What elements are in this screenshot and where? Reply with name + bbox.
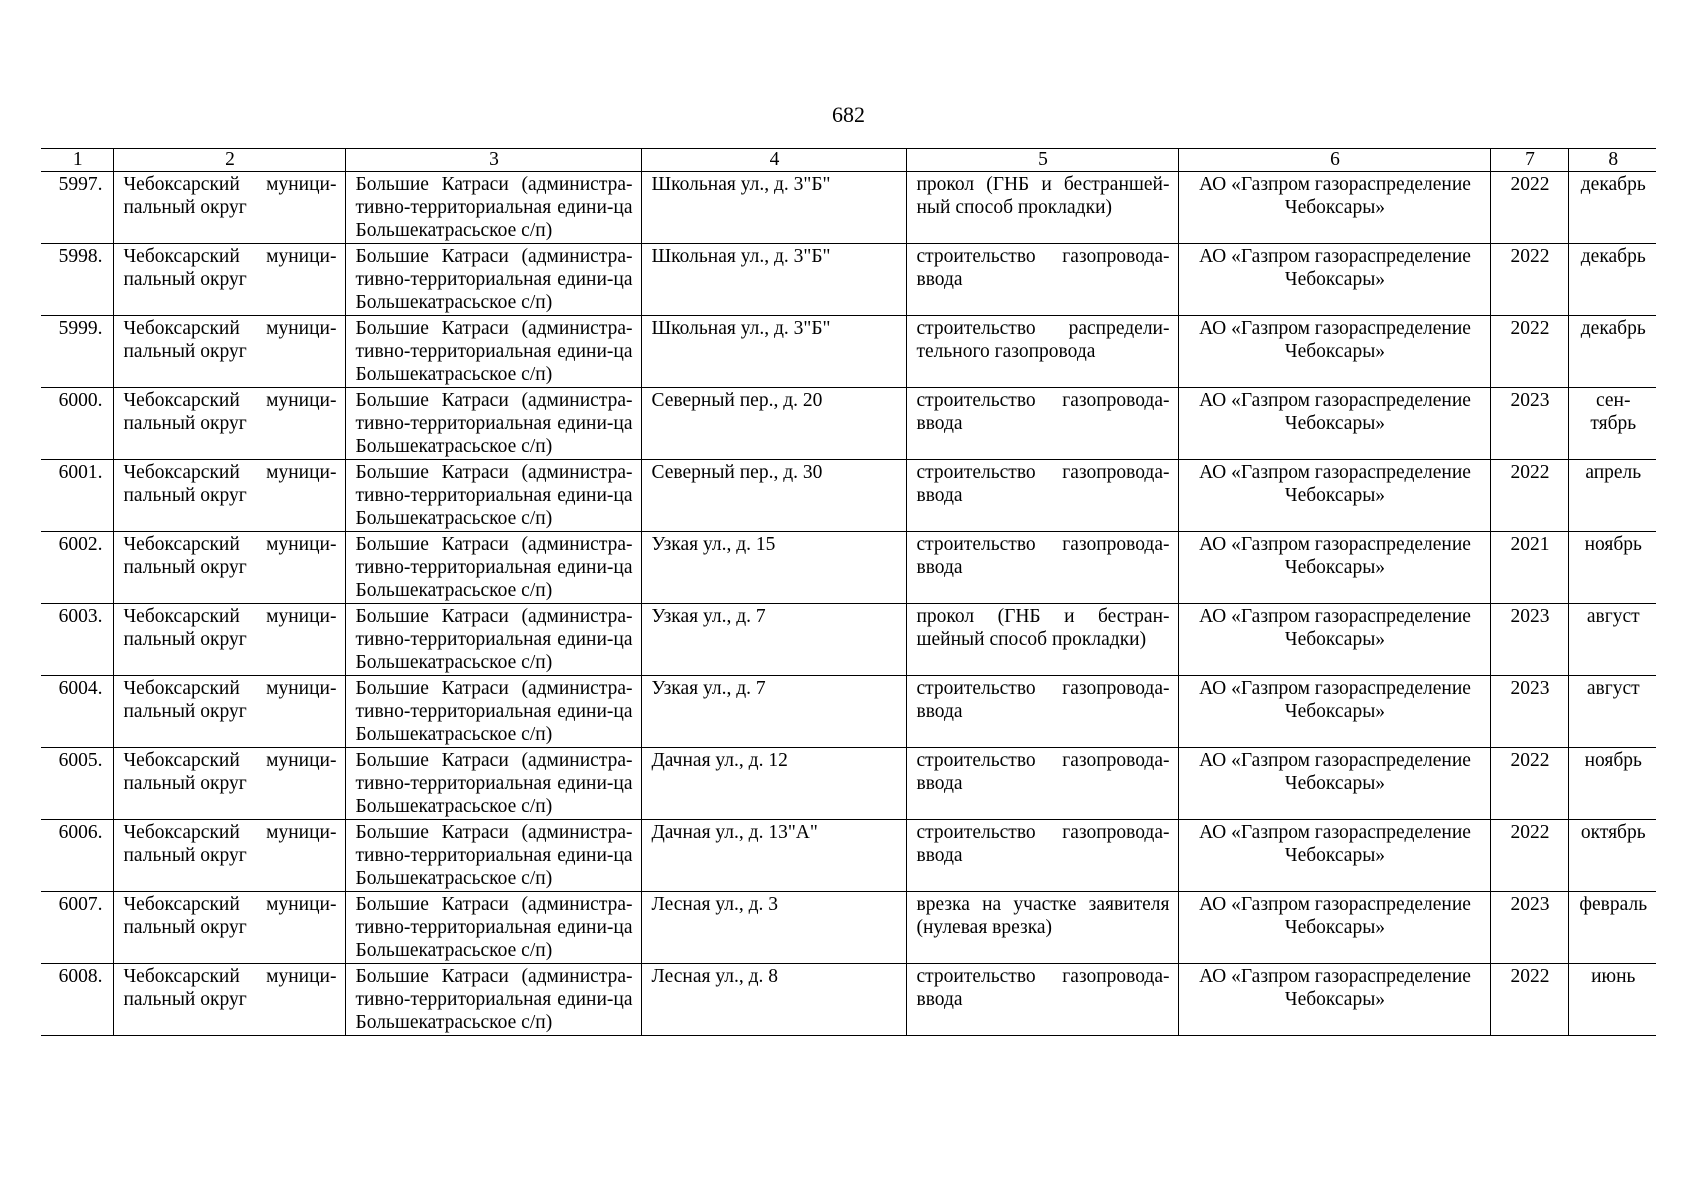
organization-cell: АО «Газпром газораспределение Чебоксары» — [1178, 820, 1490, 892]
month-cell: ноябрь — [1568, 748, 1656, 820]
column-header: 3 — [345, 149, 641, 172]
organization-cell: АО «Газпром газораспределение Чебоксары» — [1178, 460, 1490, 532]
month-cell: август — [1568, 604, 1656, 676]
month-cell: декабрь — [1568, 172, 1656, 244]
column-header: 8 — [1568, 149, 1656, 172]
column-header: 7 — [1490, 149, 1568, 172]
work-type-cell: строительство газопровода-ввода — [906, 748, 1178, 820]
year-cell: 2023 — [1490, 604, 1568, 676]
year-cell: 2021 — [1490, 532, 1568, 604]
column-header: 1 — [41, 149, 113, 172]
month-cell: ноябрь — [1568, 532, 1656, 604]
month-cell: февраль — [1568, 892, 1656, 964]
organization-cell: АО «Газпром газораспределение Чебоксары» — [1178, 316, 1490, 388]
row-number: 5997. — [41, 172, 113, 244]
work-type-cell: строительство газопровода-ввода — [906, 388, 1178, 460]
settlement-cell: Большие Катраси (администра-тивно-территориальная едини-ца Большекатрасьское с/п) — [345, 604, 641, 676]
table-row — [41, 244, 1656, 316]
year-cell: 2022 — [1490, 748, 1568, 820]
work-type-cell: прокол (ГНБ и бестраншей-ный способ прокладки) — [906, 172, 1178, 244]
month-cell: декабрь — [1568, 316, 1656, 388]
register-table — [41, 148, 1656, 1036]
address-cell: Школьная ул., д. 3"Б" — [641, 244, 906, 316]
column-header: 2 — [113, 149, 345, 172]
district-cell: Чебоксарский муници-пальный округ — [113, 676, 345, 748]
settlement-cell: Большие Катраси (администра-тивно-территориальная едини-ца Большекатрасьское с/п) — [345, 820, 641, 892]
work-type-cell: прокол (ГНБ и бестран-шейный способ прокладки) — [906, 604, 1178, 676]
district-cell: Чебоксарский муници-пальный округ — [113, 460, 345, 532]
row-number: 6008. — [41, 964, 113, 1036]
organization-cell: АО «Газпром газораспределение Чебоксары» — [1178, 604, 1490, 676]
column-header: 4 — [641, 149, 906, 172]
organization-cell: АО «Газпром газораспределение Чебоксары» — [1178, 172, 1490, 244]
row-number: 6003. — [41, 604, 113, 676]
year-cell: 2023 — [1490, 892, 1568, 964]
table-row — [41, 820, 1656, 892]
district-cell: Чебоксарский муници-пальный округ — [113, 532, 345, 604]
table-row — [41, 892, 1656, 964]
address-cell: Лесная ул., д. 8 — [641, 964, 906, 1036]
row-number: 6004. — [41, 676, 113, 748]
work-type-cell: строительство газопровода-ввода — [906, 244, 1178, 316]
district-cell: Чебоксарский муници-пальный округ — [113, 604, 345, 676]
work-type-cell: строительство распредели-тельного газопровода — [906, 316, 1178, 388]
table-row — [41, 172, 1656, 244]
district-cell: Чебоксарский муници-пальный округ — [113, 748, 345, 820]
settlement-cell: Большие Катраси (администра-тивно-территориальная едини-ца Большекатрасьское с/п) — [345, 316, 641, 388]
address-cell: Дачная ул., д. 13"А" — [641, 820, 906, 892]
organization-cell: АО «Газпром газораспределение Чебоксары» — [1178, 748, 1490, 820]
district-cell: Чебоксарский муници-пальный округ — [113, 820, 345, 892]
settlement-cell: Большие Катраси (администра-тивно-территориальная едини-ца Большекатрасьское с/п) — [345, 460, 641, 532]
row-number: 6007. — [41, 892, 113, 964]
settlement-cell: Большие Катраси (администра-тивно-территориальная едини-ца Большекатрасьское с/п) — [345, 244, 641, 316]
row-number: 6006. — [41, 820, 113, 892]
address-cell: Северный пер., д. 30 — [641, 460, 906, 532]
work-type-cell: строительство газопровода-ввода — [906, 532, 1178, 604]
table-row — [41, 388, 1656, 460]
district-cell: Чебоксарский муници-пальный округ — [113, 892, 345, 964]
settlement-cell: Большие Катраси (администра-тивно-территориальная едини-ца Большекатрасьское с/п) — [345, 388, 641, 460]
settlement-cell: Большие Катраси (администра-тивно-территориальная едини-ца Большекатрасьское с/п) — [345, 892, 641, 964]
row-number: 6000. — [41, 388, 113, 460]
address-cell: Дачная ул., д. 12 — [641, 748, 906, 820]
address-cell: Лесная ул., д. 3 — [641, 892, 906, 964]
month-cell: август — [1568, 676, 1656, 748]
district-cell: Чебоксарский муници-пальный округ — [113, 316, 345, 388]
row-number: 6005. — [41, 748, 113, 820]
district-cell: Чебоксарский муници-пальный округ — [113, 964, 345, 1036]
year-cell: 2022 — [1490, 460, 1568, 532]
organization-cell: АО «Газпром газораспределение Чебоксары» — [1178, 964, 1490, 1036]
table-row — [41, 316, 1656, 388]
month-cell: сен-тябрь — [1568, 388, 1656, 460]
district-cell: Чебоксарский муници-пальный округ — [113, 172, 345, 244]
address-cell: Северный пер., д. 20 — [641, 388, 906, 460]
table-row — [41, 748, 1656, 820]
district-cell: Чебоксарский муници-пальный округ — [113, 244, 345, 316]
address-cell: Узкая ул., д. 7 — [641, 604, 906, 676]
settlement-cell: Большие Катраси (администра-тивно-территориальная едини-ца Большекатрасьское с/п) — [345, 964, 641, 1036]
year-cell: 2022 — [1490, 820, 1568, 892]
organization-cell: АО «Газпром газораспределение Чебоксары» — [1178, 676, 1490, 748]
table-row — [41, 460, 1656, 532]
organization-cell: АО «Газпром газораспределение Чебоксары» — [1178, 244, 1490, 316]
settlement-cell: Большие Катраси (администра-тивно-территориальная едини-ца Большекатрасьское с/п) — [345, 532, 641, 604]
work-type-cell: строительство газопровода-ввода — [906, 460, 1178, 532]
year-cell: 2022 — [1490, 964, 1568, 1036]
year-cell: 2022 — [1490, 244, 1568, 316]
table-row — [41, 964, 1656, 1036]
address-cell: Узкая ул., д. 15 — [641, 532, 906, 604]
address-cell: Школьная ул., д. 3"Б" — [641, 172, 906, 244]
settlement-cell: Большие Катраси (администра-тивно-территориальная едини-ца Большекатрасьское с/п) — [345, 676, 641, 748]
organization-cell: АО «Газпром газораспределение Чебоксары» — [1178, 532, 1490, 604]
work-type-cell: строительство газопровода-ввода — [906, 964, 1178, 1036]
work-type-cell: врезка на участке заявителя (нулевая врезка) — [906, 892, 1178, 964]
page-number: 682 — [832, 102, 865, 127]
settlement-cell: Большие Катраси (администра-тивно-территориальная едини-ца Большекатрасьское с/п) — [345, 748, 641, 820]
year-cell: 2023 — [1490, 388, 1568, 460]
year-cell: 2022 — [1490, 316, 1568, 388]
month-cell: октябрь — [1568, 820, 1656, 892]
organization-cell: АО «Газпром газораспределение Чебоксары» — [1178, 892, 1490, 964]
month-cell: декабрь — [1568, 244, 1656, 316]
table-header-row — [41, 149, 1656, 172]
row-number: 5999. — [41, 316, 113, 388]
row-number: 6001. — [41, 460, 113, 532]
column-header: 5 — [906, 149, 1178, 172]
year-cell: 2022 — [1490, 172, 1568, 244]
month-cell: апрель — [1568, 460, 1656, 532]
work-type-cell: строительство газопровода-ввода — [906, 676, 1178, 748]
table-body — [41, 149, 1656, 1036]
month-cell: июнь — [1568, 964, 1656, 1036]
settlement-cell: Большие Катраси (администра-тивно-территориальная едини-ца Большекатрасьское с/п) — [345, 172, 641, 244]
column-header: 6 — [1178, 149, 1490, 172]
work-type-cell: строительство газопровода-ввода — [906, 820, 1178, 892]
address-cell: Школьная ул., д. 3"Б" — [641, 316, 906, 388]
year-cell: 2023 — [1490, 676, 1568, 748]
address-cell: Узкая ул., д. 7 — [641, 676, 906, 748]
row-number: 5998. — [41, 244, 113, 316]
row-number: 6002. — [41, 532, 113, 604]
organization-cell: АО «Газпром газораспределение Чебоксары» — [1178, 388, 1490, 460]
district-cell: Чебоксарский муници-пальный округ — [113, 388, 345, 460]
table-row — [41, 604, 1656, 676]
table-row — [41, 676, 1656, 748]
table-row — [41, 532, 1656, 604]
